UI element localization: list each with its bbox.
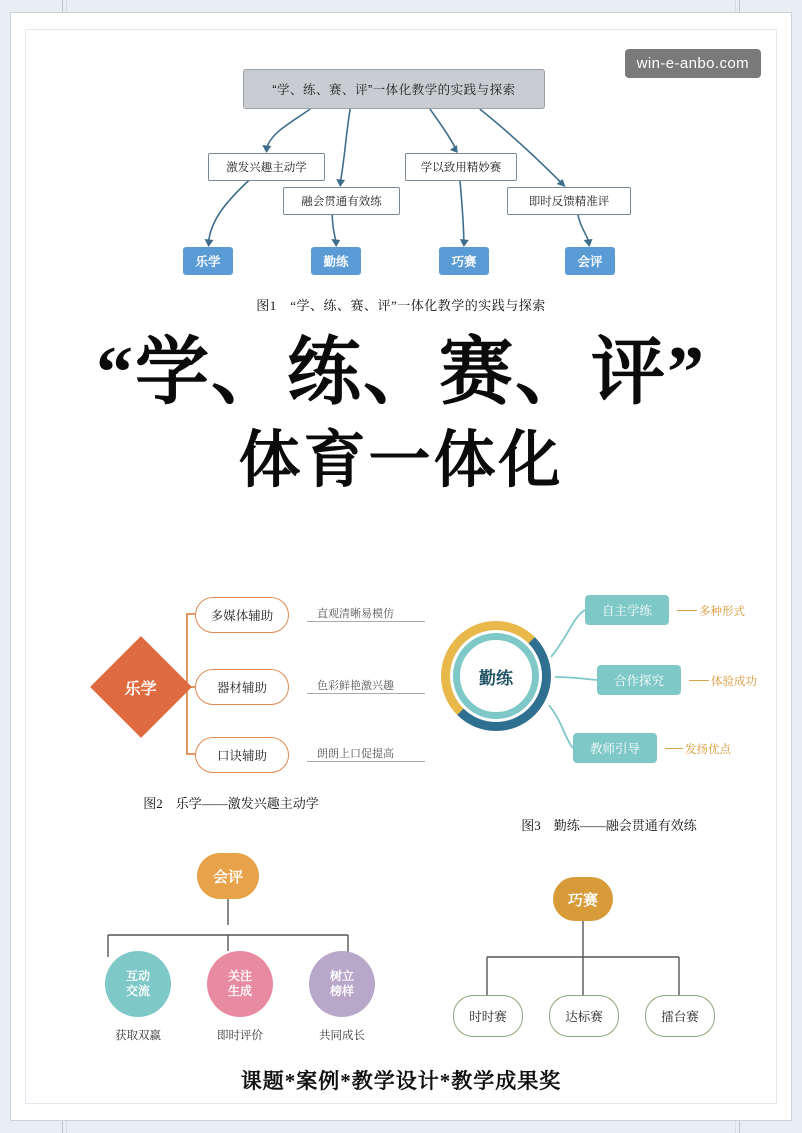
figure4-node-1-label: 互动 交流	[125, 969, 150, 998]
page-title	[11, 325, 791, 501]
figure2-item-1: 多媒体辅助	[195, 597, 289, 633]
figure3-caption: 图3 勤练——融会贯通有效练	[521, 818, 697, 833]
figure4-node-1	[105, 951, 171, 1017]
figure1-root-node: “学、练、赛、评”一体化教学的实践与探索	[243, 69, 545, 109]
figure3-note-rule-2	[689, 680, 709, 681]
figure3-root-label: 勤练	[479, 668, 513, 688]
figure2-note-rule-3	[307, 761, 425, 762]
figure3-note-rule-3	[665, 748, 683, 749]
figure2-root-node	[90, 636, 192, 738]
page-title-line-1: “学、练、赛、评”	[96, 332, 706, 414]
figure4-sub-3: 共同成长	[319, 1030, 365, 1042]
figure3-note-rule-1	[677, 610, 697, 611]
figure4-node-3-label: 树立 榜样	[329, 969, 354, 998]
watermark: win-e-anbo.com	[625, 49, 761, 78]
figure1-caption: 图1 “学、练、赛、评”一体化教学的实践与探索	[256, 298, 546, 313]
figure5-leaf-1: 时时赛	[453, 995, 523, 1037]
figure1-mid-node-3: 学以致用精妙赛	[405, 153, 517, 181]
figure1-leaf-node-3: 巧赛	[439, 247, 489, 275]
figure2-item-2: 器材辅助	[195, 669, 289, 705]
figure2-caption: 图2 乐学——激发兴趣主动学	[143, 796, 319, 811]
figure-3	[423, 565, 795, 845]
figure1-leaf-node-4: 会评	[565, 247, 615, 275]
figure3-item-2: 合作探究	[597, 665, 681, 695]
figure3-item-1: 自主学练	[585, 595, 669, 625]
figure5-leaf-3: 擂台赛	[645, 995, 715, 1037]
figure2-note-3: 朗朗上口促提高	[317, 748, 394, 760]
figure1-mid-node-4: 即时反馈精准评	[507, 187, 631, 215]
figure1-leaf-node-2: 勤练	[311, 247, 361, 275]
figure1-leaf-node-1: 乐学	[183, 247, 233, 275]
page-title-line-2: 体育一体化	[238, 427, 564, 495]
figure-1	[11, 53, 791, 323]
figure-2	[51, 565, 411, 825]
figure2-note-rule-1	[307, 621, 425, 622]
figure2-root-label: 乐学	[124, 680, 158, 698]
figure4-sub-1: 获取双赢	[115, 1030, 161, 1042]
figure4-root-node: 会评	[197, 853, 259, 899]
figure3-note-1: 多种形式	[699, 606, 745, 618]
figure4-node-2-label: 关注 生成	[227, 969, 252, 998]
figure5-leaf-2: 达标赛	[549, 995, 619, 1037]
figure-5	[431, 845, 781, 1075]
figure-4	[61, 845, 411, 1075]
figure5-root-node: 巧赛	[553, 877, 613, 921]
figure3-item-3: 教师引导	[573, 733, 657, 763]
footer-text: 课题*案例*教学设计*教学成果奖	[240, 1069, 562, 1093]
figure2-note-2: 色彩鲜艳激兴趣	[317, 680, 394, 692]
page-frame	[10, 12, 792, 1121]
figure4-sub-2: 即时评价	[217, 1030, 263, 1042]
figure-5-connectors	[431, 845, 781, 1075]
figure2-note-rule-2	[307, 693, 425, 694]
figure4-node-3	[309, 951, 375, 1017]
figure2-note-1: 直观清晰易模仿	[317, 608, 394, 620]
figure1-mid-node-1: 激发兴趣主动学	[208, 153, 325, 181]
figure3-root-node	[453, 633, 539, 719]
figure3-note-3: 发扬优点	[685, 744, 731, 756]
figure2-item-3: 口诀辅助	[195, 737, 289, 773]
figure1-mid-node-2: 融会贯通有效练	[283, 187, 400, 215]
figure4-node-2	[207, 951, 273, 1017]
figure3-note-2: 体验成功	[711, 676, 757, 688]
